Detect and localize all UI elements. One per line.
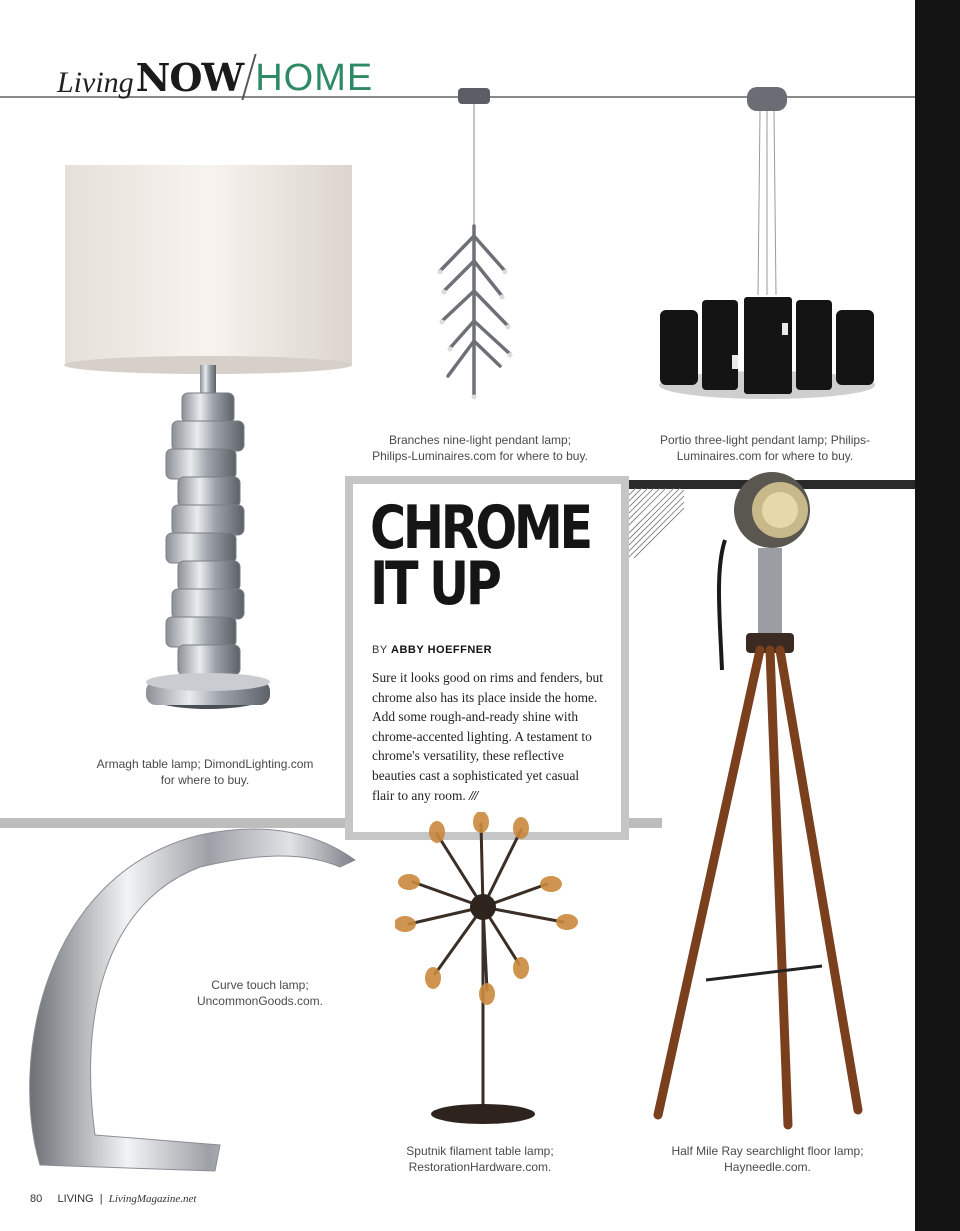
magazine-brand: [57, 52, 373, 100]
caption-sputnik-line1: Sputnik filament table lamp;: [406, 1144, 554, 1158]
caption-armagh-line1: Armagh table lamp; DimondLighting.com: [96, 757, 314, 771]
caption-sputnik-line2: RestorationHardware.com.: [408, 1160, 552, 1174]
footer-site: LivingMagazine.net: [108, 1193, 197, 1205]
article-body-text: Sure it looks good on rims and fenders, but chrome also has its place inside the home. Add some rough-and-ready shine with chrome-accented lighting. A testament to chrome's versatility, these reflective beauties cast a sophisticated yet casual flair to any room.: [372, 670, 603, 803]
caption-halfmile: [645, 1143, 890, 1175]
byline-author: ABBY HOEFFNER: [391, 644, 493, 656]
portio-pendant-lamp-image: [650, 85, 885, 410]
article-byline: [372, 644, 492, 656]
caption-portio: [640, 432, 890, 464]
caption-branches: [355, 432, 605, 464]
footer-section: LIVING: [57, 1193, 94, 1205]
armagh-table-lamp-image: [60, 165, 360, 730]
caption-curve-line1: Curve touch lamp;: [211, 978, 309, 992]
article-title-line2: IT UP: [370, 549, 499, 619]
end-mark: ///: [469, 787, 478, 803]
caption-portio-line2: Luminaires.com for where to buy.: [676, 449, 854, 463]
caption-branches-line1: Branches nine-light pendant lamp;: [388, 433, 572, 447]
article-title: [370, 493, 590, 619]
caption-armagh-line2: for where to buy.: [160, 773, 250, 787]
caption-curve-line2: UncommonGoods.com.: [196, 994, 324, 1008]
sputnik-filament-lamp-image: [395, 812, 580, 1127]
caption-armagh: [80, 756, 330, 788]
article-title-line1: CHROME: [370, 493, 590, 563]
footer-separator: |: [99, 1193, 103, 1205]
caption-curve: [170, 977, 350, 1009]
brand-now: NOW: [135, 55, 244, 100]
caption-halfmile-line2: Hayneedle.com.: [724, 1160, 811, 1174]
caption-branches-line2: Philips-Luminaires.com for where to buy.: [372, 449, 588, 463]
byline-prefix: BY: [372, 644, 388, 656]
branches-pendant-lamp-image: [430, 86, 520, 406]
page-footer: [30, 1193, 196, 1205]
caption-halfmile-line1: Half Mile Ray searchlight floor lamp;: [671, 1144, 864, 1158]
half-mile-ray-searchlight-image: [640, 470, 880, 1130]
caption-sputnik: [375, 1143, 585, 1175]
page-edge-bar: [915, 0, 960, 1231]
page-number: 80: [30, 1193, 43, 1205]
caption-portio-line1: Portio three-light pendant lamp; Philips-: [659, 433, 871, 447]
brand-home: HOME: [255, 57, 374, 99]
article-body: [372, 668, 604, 805]
brand-living: Living: [57, 66, 134, 99]
